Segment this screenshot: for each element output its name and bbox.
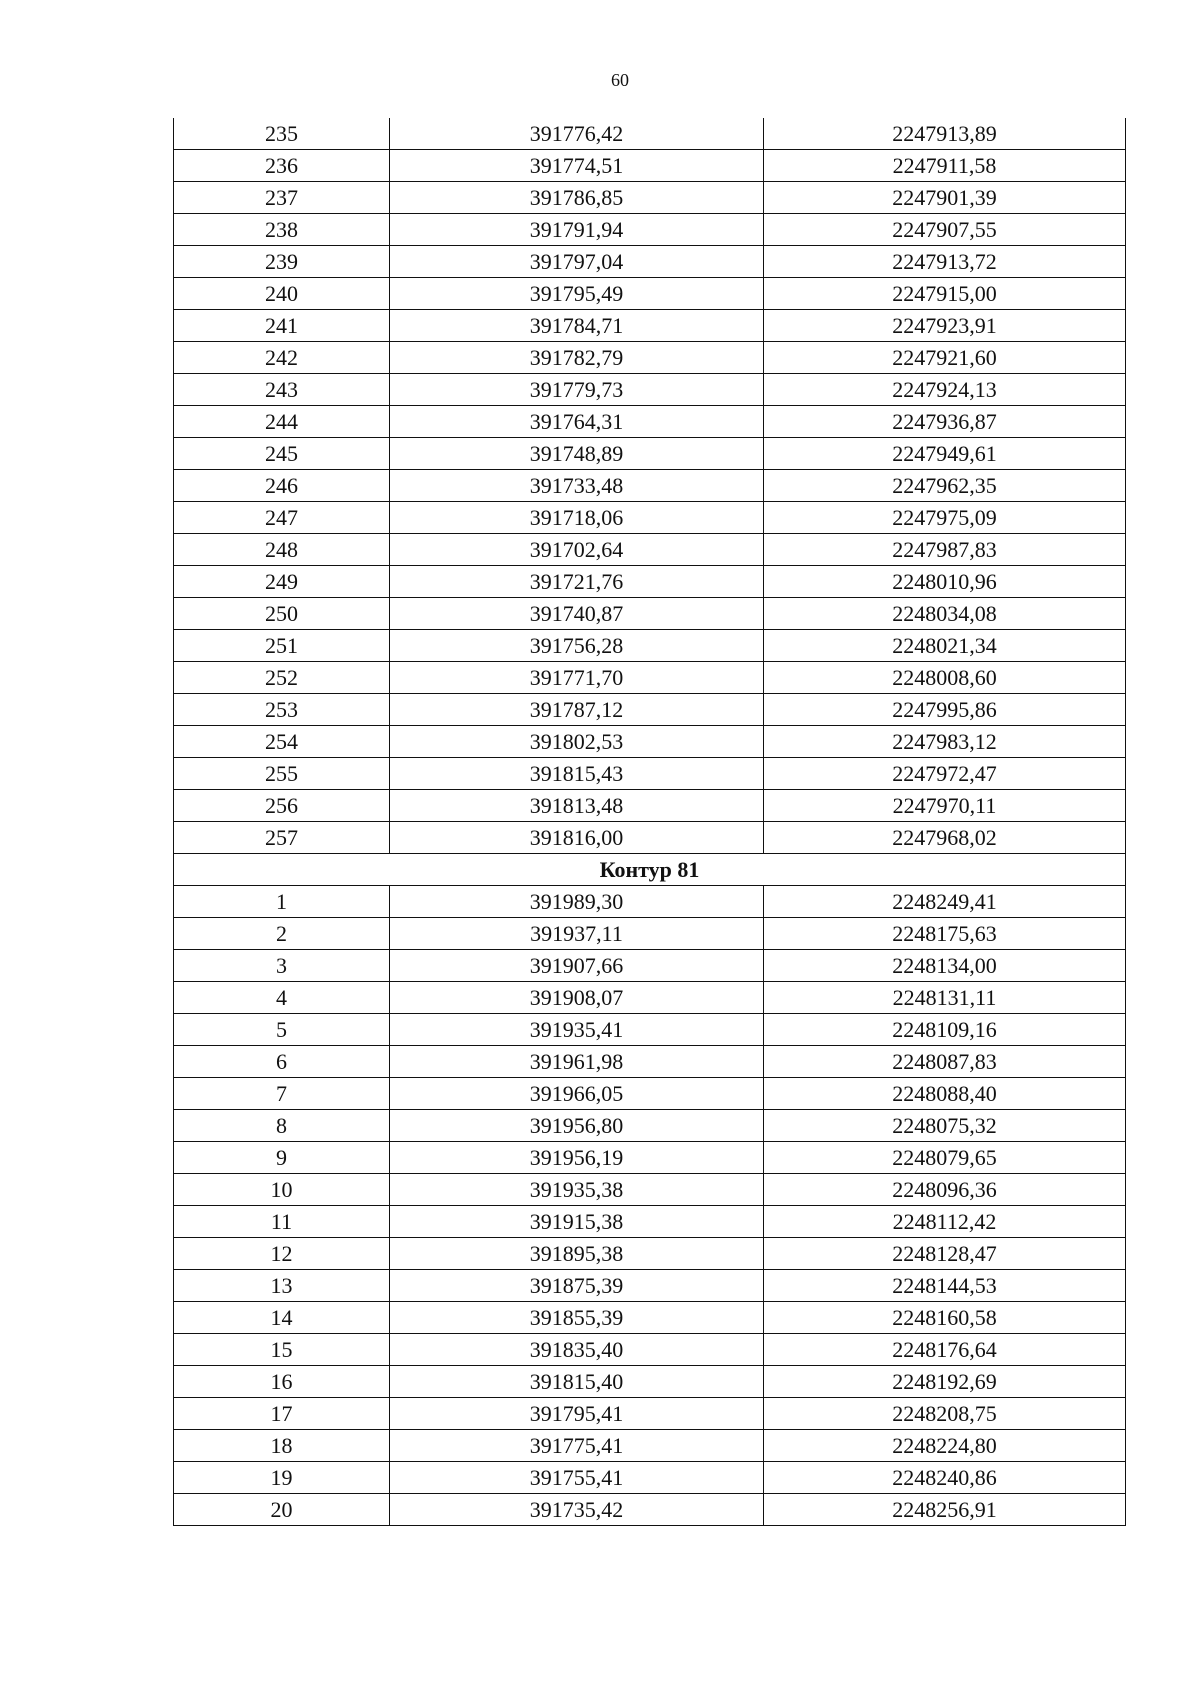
table-row (174, 566, 1126, 598)
x-coordinate-cell: 391787,12 (390, 694, 764, 726)
y-coordinate-cell: 2247924,13 (764, 374, 1126, 406)
y-coordinate-cell: 2248087,83 (764, 1046, 1126, 1078)
x-coordinate-cell: 391756,28 (390, 630, 764, 662)
point-number-cell: 249 (174, 566, 390, 598)
y-coordinate-cell: 2247983,12 (764, 726, 1126, 758)
point-number-cell: 18 (174, 1430, 390, 1462)
y-coordinate-cell: 2248175,63 (764, 918, 1126, 950)
y-coordinate-cell: 2248176,64 (764, 1334, 1126, 1366)
x-coordinate-cell: 391774,51 (390, 150, 764, 182)
y-coordinate-cell: 2248134,00 (764, 950, 1126, 982)
table-row (174, 1206, 1126, 1238)
table-row (174, 1046, 1126, 1078)
table-row (174, 470, 1126, 502)
table-row (174, 342, 1126, 374)
table-row (174, 1270, 1126, 1302)
x-coordinate-cell: 391813,48 (390, 790, 764, 822)
y-coordinate-cell: 2248128,47 (764, 1238, 1126, 1270)
table-row (174, 1494, 1126, 1526)
x-coordinate-cell: 391907,66 (390, 950, 764, 982)
y-coordinate-cell: 2248256,91 (764, 1494, 1126, 1526)
point-number-cell: 245 (174, 438, 390, 470)
x-coordinate-cell: 391935,41 (390, 1014, 764, 1046)
x-coordinate-cell: 391835,40 (390, 1334, 764, 1366)
table-row (174, 1110, 1126, 1142)
section-header-row (174, 854, 1126, 886)
point-number-cell: 247 (174, 502, 390, 534)
y-coordinate-cell: 2248192,69 (764, 1366, 1126, 1398)
table-row (174, 278, 1126, 310)
table-row (174, 1398, 1126, 1430)
table-row (174, 310, 1126, 342)
x-coordinate-cell: 391915,38 (390, 1206, 764, 1238)
y-coordinate-cell: 2247915,00 (764, 278, 1126, 310)
y-coordinate-cell: 2248096,36 (764, 1174, 1126, 1206)
y-coordinate-cell: 2248109,16 (764, 1014, 1126, 1046)
point-number-cell: 239 (174, 246, 390, 278)
y-coordinate-cell: 2248079,65 (764, 1142, 1126, 1174)
table-row (174, 790, 1126, 822)
table-row (174, 374, 1126, 406)
table-row (174, 182, 1126, 214)
table-row (174, 598, 1126, 630)
y-coordinate-cell: 2247972,47 (764, 758, 1126, 790)
x-coordinate-cell: 391895,38 (390, 1238, 764, 1270)
point-number-cell: 238 (174, 214, 390, 246)
y-coordinate-cell: 2247923,91 (764, 310, 1126, 342)
table-row (174, 758, 1126, 790)
coordinates-table (173, 118, 1126, 1526)
x-coordinate-cell: 391816,00 (390, 822, 764, 854)
y-coordinate-cell: 2247907,55 (764, 214, 1126, 246)
point-number-cell: 257 (174, 822, 390, 854)
y-coordinate-cell: 2247921,60 (764, 342, 1126, 374)
y-coordinate-cell: 2247913,89 (764, 118, 1126, 150)
y-coordinate-cell: 2247949,61 (764, 438, 1126, 470)
point-number-cell: 248 (174, 534, 390, 566)
table-row (174, 694, 1126, 726)
y-coordinate-cell: 2247936,87 (764, 406, 1126, 438)
y-coordinate-cell: 2248088,40 (764, 1078, 1126, 1110)
point-number-cell: 15 (174, 1334, 390, 1366)
point-number-cell: 19 (174, 1462, 390, 1494)
y-coordinate-cell: 2247987,83 (764, 534, 1126, 566)
x-coordinate-cell: 391718,06 (390, 502, 764, 534)
point-number-cell: 5 (174, 1014, 390, 1046)
x-coordinate-cell: 391908,07 (390, 982, 764, 1014)
y-coordinate-cell: 2248021,34 (764, 630, 1126, 662)
y-coordinate-cell: 2248010,96 (764, 566, 1126, 598)
x-coordinate-cell: 391802,53 (390, 726, 764, 758)
y-coordinate-cell: 2248075,32 (764, 1110, 1126, 1142)
point-number-cell: 17 (174, 1398, 390, 1430)
table-row (174, 1238, 1126, 1270)
point-number-cell: 242 (174, 342, 390, 374)
x-coordinate-cell: 391733,48 (390, 470, 764, 502)
point-number-cell: 244 (174, 406, 390, 438)
x-coordinate-cell: 391797,04 (390, 246, 764, 278)
point-number-cell: 241 (174, 310, 390, 342)
table-row (174, 982, 1126, 1014)
table-row (174, 1302, 1126, 1334)
point-number-cell: 252 (174, 662, 390, 694)
x-coordinate-cell: 391935,38 (390, 1174, 764, 1206)
table-row (174, 1174, 1126, 1206)
x-coordinate-cell: 391735,42 (390, 1494, 764, 1526)
table-row (174, 1366, 1126, 1398)
y-coordinate-cell: 2247901,39 (764, 182, 1126, 214)
point-number-cell: 253 (174, 694, 390, 726)
y-coordinate-cell: 2247995,86 (764, 694, 1126, 726)
point-number-cell: 7 (174, 1078, 390, 1110)
point-number-cell: 13 (174, 1270, 390, 1302)
table-row (174, 1430, 1126, 1462)
point-number-cell: 243 (174, 374, 390, 406)
y-coordinate-cell: 2248131,11 (764, 982, 1126, 1014)
point-number-cell: 251 (174, 630, 390, 662)
x-coordinate-cell: 391771,70 (390, 662, 764, 694)
point-number-cell: 4 (174, 982, 390, 1014)
table-row (174, 150, 1126, 182)
table-row (174, 406, 1126, 438)
y-coordinate-cell: 2248144,53 (764, 1270, 1126, 1302)
y-coordinate-cell: 2248008,60 (764, 662, 1126, 694)
table-row (174, 1014, 1126, 1046)
y-coordinate-cell: 2247962,35 (764, 470, 1126, 502)
y-coordinate-cell: 2248034,08 (764, 598, 1126, 630)
x-coordinate-cell: 391956,80 (390, 1110, 764, 1142)
point-number-cell: 6 (174, 1046, 390, 1078)
x-coordinate-cell: 391795,41 (390, 1398, 764, 1430)
table-row (174, 246, 1126, 278)
x-coordinate-cell: 391791,94 (390, 214, 764, 246)
x-coordinate-cell: 391989,30 (390, 886, 764, 918)
x-coordinate-cell: 391755,41 (390, 1462, 764, 1494)
table-row (174, 1462, 1126, 1494)
coordinates-table-body (174, 118, 1126, 1526)
table-row (174, 1142, 1126, 1174)
point-number-cell: 20 (174, 1494, 390, 1526)
x-coordinate-cell: 391740,87 (390, 598, 764, 630)
x-coordinate-cell: 391776,42 (390, 118, 764, 150)
table-row (174, 630, 1126, 662)
x-coordinate-cell: 391815,40 (390, 1366, 764, 1398)
point-number-cell: 235 (174, 118, 390, 150)
table-row (174, 822, 1126, 854)
y-coordinate-cell: 2248249,41 (764, 886, 1126, 918)
table-row (174, 1334, 1126, 1366)
x-coordinate-cell: 391748,89 (390, 438, 764, 470)
table-row (174, 438, 1126, 470)
table-row (174, 662, 1126, 694)
point-number-cell: 246 (174, 470, 390, 502)
y-coordinate-cell: 2247975,09 (764, 502, 1126, 534)
point-number-cell: 240 (174, 278, 390, 310)
x-coordinate-cell: 391966,05 (390, 1078, 764, 1110)
x-coordinate-cell: 391786,85 (390, 182, 764, 214)
y-coordinate-cell: 2248160,58 (764, 1302, 1126, 1334)
x-coordinate-cell: 391784,71 (390, 310, 764, 342)
point-number-cell: 255 (174, 758, 390, 790)
x-coordinate-cell: 391937,11 (390, 918, 764, 950)
y-coordinate-cell: 2248112,42 (764, 1206, 1126, 1238)
x-coordinate-cell: 391775,41 (390, 1430, 764, 1462)
point-number-cell: 16 (174, 1366, 390, 1398)
y-coordinate-cell: 2247968,02 (764, 822, 1126, 854)
table-row (174, 534, 1126, 566)
point-number-cell: 14 (174, 1302, 390, 1334)
point-number-cell: 2 (174, 918, 390, 950)
point-number-cell: 11 (174, 1206, 390, 1238)
table-row (174, 214, 1126, 246)
point-number-cell: 250 (174, 598, 390, 630)
x-coordinate-cell: 391815,43 (390, 758, 764, 790)
point-number-cell: 236 (174, 150, 390, 182)
point-number-cell: 9 (174, 1142, 390, 1174)
point-number-cell: 1 (174, 886, 390, 918)
point-number-cell: 3 (174, 950, 390, 982)
x-coordinate-cell: 391855,39 (390, 1302, 764, 1334)
point-number-cell: 10 (174, 1174, 390, 1206)
x-coordinate-cell: 391721,76 (390, 566, 764, 598)
table-row (174, 950, 1126, 982)
x-coordinate-cell: 391961,98 (390, 1046, 764, 1078)
section-title: Контур 81 (174, 854, 1126, 886)
table-row (174, 726, 1126, 758)
x-coordinate-cell: 391795,49 (390, 278, 764, 310)
y-coordinate-cell: 2247911,58 (764, 150, 1126, 182)
point-number-cell: 256 (174, 790, 390, 822)
y-coordinate-cell: 2247913,72 (764, 246, 1126, 278)
x-coordinate-cell: 391702,64 (390, 534, 764, 566)
x-coordinate-cell: 391764,31 (390, 406, 764, 438)
y-coordinate-cell: 2248208,75 (764, 1398, 1126, 1430)
x-coordinate-cell: 391875,39 (390, 1270, 764, 1302)
table-row (174, 886, 1126, 918)
y-coordinate-cell: 2248240,86 (764, 1462, 1126, 1494)
y-coordinate-cell: 2248224,80 (764, 1430, 1126, 1462)
point-number-cell: 12 (174, 1238, 390, 1270)
table-row (174, 502, 1126, 534)
point-number-cell: 237 (174, 182, 390, 214)
table-row (174, 918, 1126, 950)
page-number: 60 (611, 70, 629, 90)
y-coordinate-cell: 2247970,11 (764, 790, 1126, 822)
x-coordinate-cell: 391956,19 (390, 1142, 764, 1174)
point-number-cell: 8 (174, 1110, 390, 1142)
table-row (174, 118, 1126, 150)
x-coordinate-cell: 391779,73 (390, 374, 764, 406)
x-coordinate-cell: 391782,79 (390, 342, 764, 374)
table-row (174, 1078, 1126, 1110)
point-number-cell: 254 (174, 726, 390, 758)
